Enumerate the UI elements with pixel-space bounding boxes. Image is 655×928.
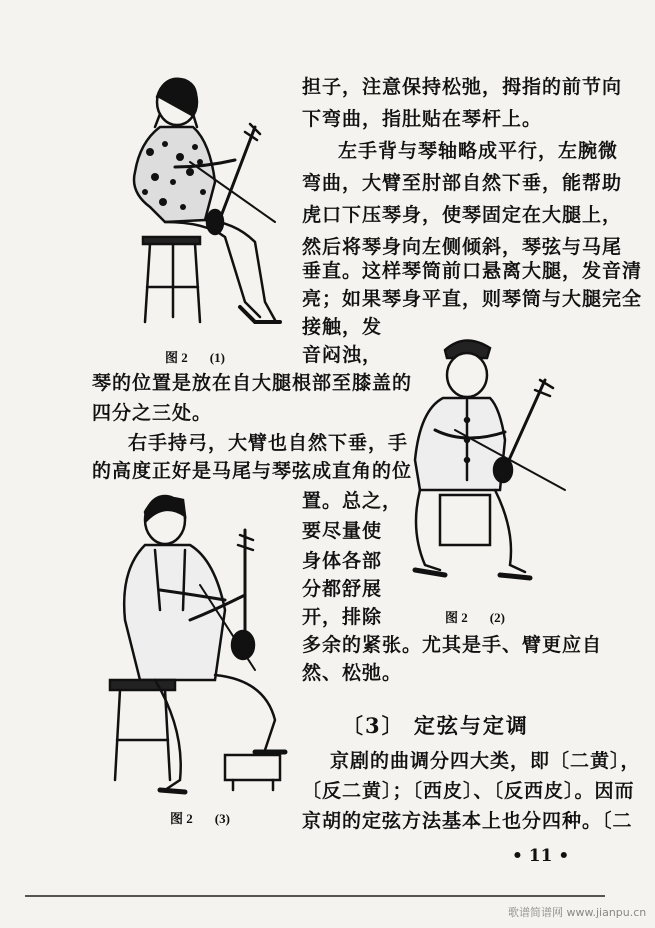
text-line: 的高度正好是马尾与琴弦成直角的位: [92, 460, 413, 482]
text-line: 四分之三处。: [92, 402, 213, 424]
figure-3-number: (3): [214, 811, 230, 826]
text-line: 右手持弓，大臂也自然下垂，手: [128, 432, 409, 454]
text-line: 要尽量使: [302, 520, 383, 542]
text-line: 京剧的曲调分四大类，即〔二黄〕，: [330, 750, 641, 772]
text-line: 分都舒展: [302, 578, 383, 600]
page-number: • 11 •: [512, 846, 570, 866]
figure-2-illustration: [395, 330, 575, 590]
section-heading: 〔3〕 定弦与定调: [342, 713, 529, 738]
text-line: 下弯曲，指肚贴在琴杆上。: [302, 108, 543, 130]
text-line: 然、松弛。: [302, 662, 403, 684]
figure-1-number: (1): [209, 350, 225, 365]
text-line: 音闷浊，: [302, 344, 383, 366]
bottom-rule: [25, 895, 605, 897]
figure-1-caption: [165, 347, 225, 366]
figure-1-label: 图 2: [165, 350, 188, 365]
text-line: 京胡的定弦方法基本上也分四种。〔二: [302, 810, 633, 832]
figure-3-illustration: [105, 490, 295, 805]
figure-3-label: 图 2: [170, 811, 193, 826]
text-line: 〔反二黄〕；〔西皮〕、〔反西皮〕。因而: [302, 780, 635, 802]
text-line: 多余的紧张。尤其是手、臂更应自: [302, 634, 603, 656]
text-line: 开，排除: [302, 606, 383, 628]
text-line: 身体各部: [302, 550, 383, 572]
figure-2-caption: [445, 607, 505, 626]
text-line: 垂直。这样琴筒前口悬离大腿，发音清: [302, 260, 643, 282]
text-line: 左手背与琴轴略成平行，左腕微: [338, 140, 619, 162]
text-line: 接触，发: [302, 316, 383, 338]
text-line: 虎口下压琴身，使琴固定在大腿上，: [302, 204, 623, 226]
figure-2-number: (2): [489, 610, 505, 625]
text-line: 置。总之，: [302, 490, 403, 512]
figure-2-label: 图 2: [445, 610, 468, 625]
text-line: 亮；如果琴身平直，则琴筒与大腿完全: [302, 288, 643, 310]
figure-1-illustration: [105, 72, 295, 337]
watermark: 歌谱简谱网 www.jianpu.cn: [508, 906, 647, 919]
text-line: 琴的位置是放在自大腿根部至膝盖的: [92, 372, 413, 394]
text-line: 弯曲，大臂至肘部自然下垂，能帮助: [302, 172, 623, 194]
text-line: 担子，注意保持松弛，拇指的前节向: [302, 76, 623, 98]
figure-3-caption: [170, 808, 230, 827]
text-line: 然后将琴身向左侧倾斜，琴弦与马尾: [302, 236, 623, 258]
